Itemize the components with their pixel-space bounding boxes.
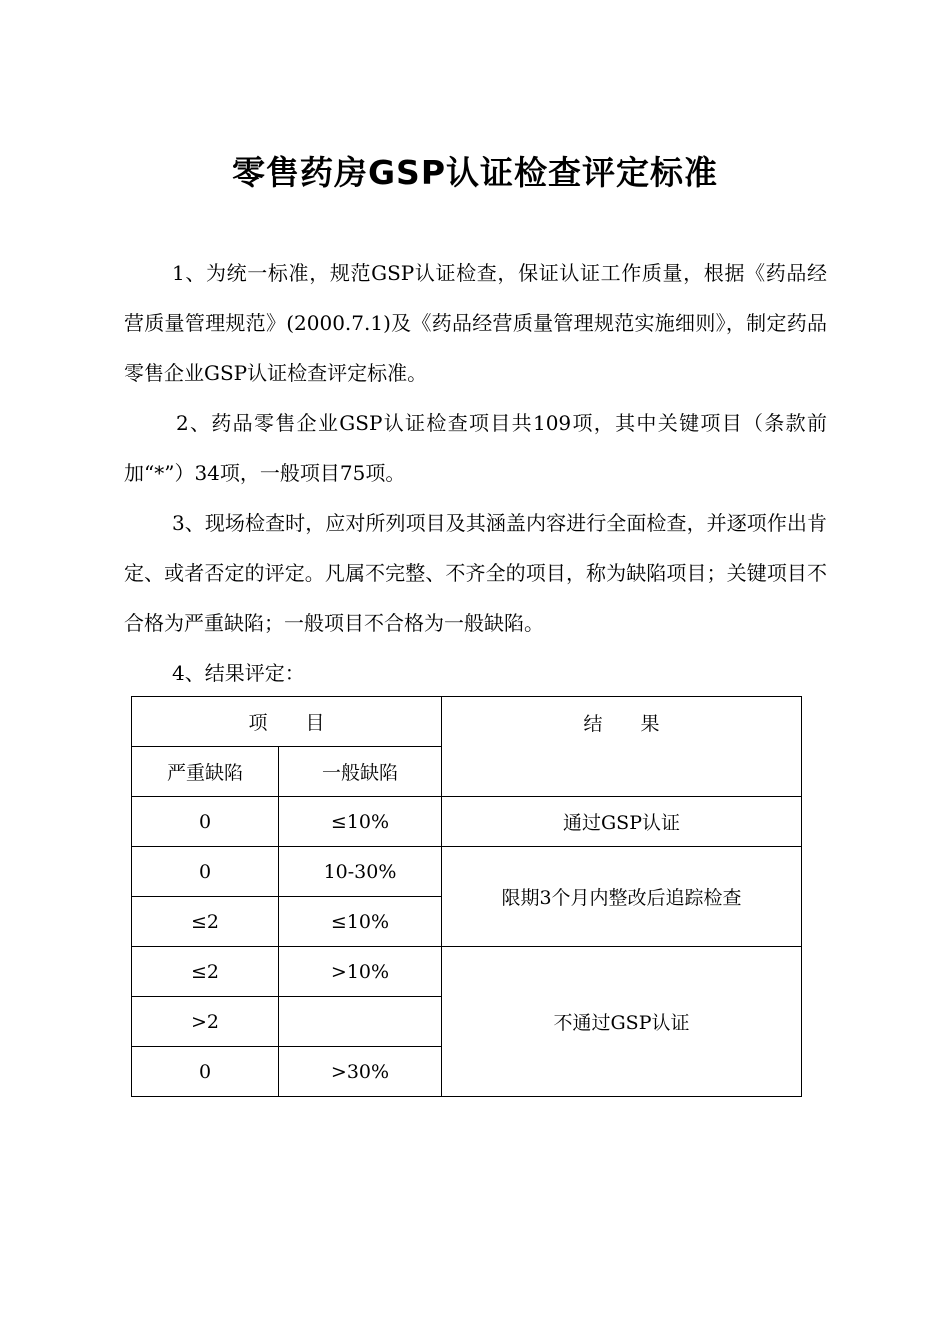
header-result-cell: 结 果 [442, 697, 802, 797]
paragraph-3: 3、现场检查时，应对所列项目及其涵盖内容进行全面检查，并逐项作出肯定、或者否定的评定。凡属不完整、不齐全的项目，称为缺陷项目；关键项目不合格为严重缺陷；一般项目不合格为一般缺陷。 [124, 511, 827, 635]
result-evaluation-table [131, 696, 802, 1097]
general-defect-cell [279, 997, 442, 1047]
general-defect-cell: 10-30% [279, 847, 442, 897]
paragraph-4: 4、结果评定： [172, 661, 305, 685]
header-items-cell: 项 目 [132, 697, 442, 747]
serious-defect-cell: 0 [132, 847, 279, 897]
header-serious-defect-cell: 严重缺陷 [132, 747, 279, 797]
serious-defect-cell: 0 [132, 1047, 279, 1097]
table-row [132, 947, 802, 997]
general-defect-cell: ≤10% [279, 897, 442, 947]
table-row [132, 847, 802, 897]
serious-defect-cell: ≤2 [132, 947, 279, 997]
result-fail-cell: 不通过GSP认证 [442, 947, 802, 1097]
result-recheck-cell: 限期3个月内整改后追踪检查 [442, 847, 802, 947]
general-defect-cell: >30% [279, 1047, 442, 1097]
paragraph-2: 2、药品零售企业GSP认证检查项目共109项，其中关键项目（条款前加“*”）34项，一般项目75项。 [124, 411, 827, 485]
result-pass-cell: 通过GSP认证 [442, 797, 802, 847]
general-defect-cell: >10% [279, 947, 442, 997]
serious-defect-cell: 0 [132, 797, 279, 847]
serious-defect-cell: >2 [132, 997, 279, 1047]
table-header-row [132, 697, 802, 747]
page-title: 零售药房GSP认证检查评定标准 [231, 153, 719, 192]
table-row [132, 797, 802, 847]
general-defect-cell: ≤10% [279, 797, 442, 847]
serious-defect-cell: ≤2 [132, 897, 279, 947]
paragraph-1: 1、为统一标准，规范GSP认证检查，保证认证工作质量，根据《药品经营质量管理规范》(2000.7.1)及《药品经营质量管理规范实施细则》，制定药品零售企业GSP认证检查评定标准。 [124, 261, 827, 385]
header-general-defect-cell: 一般缺陷 [279, 747, 442, 797]
